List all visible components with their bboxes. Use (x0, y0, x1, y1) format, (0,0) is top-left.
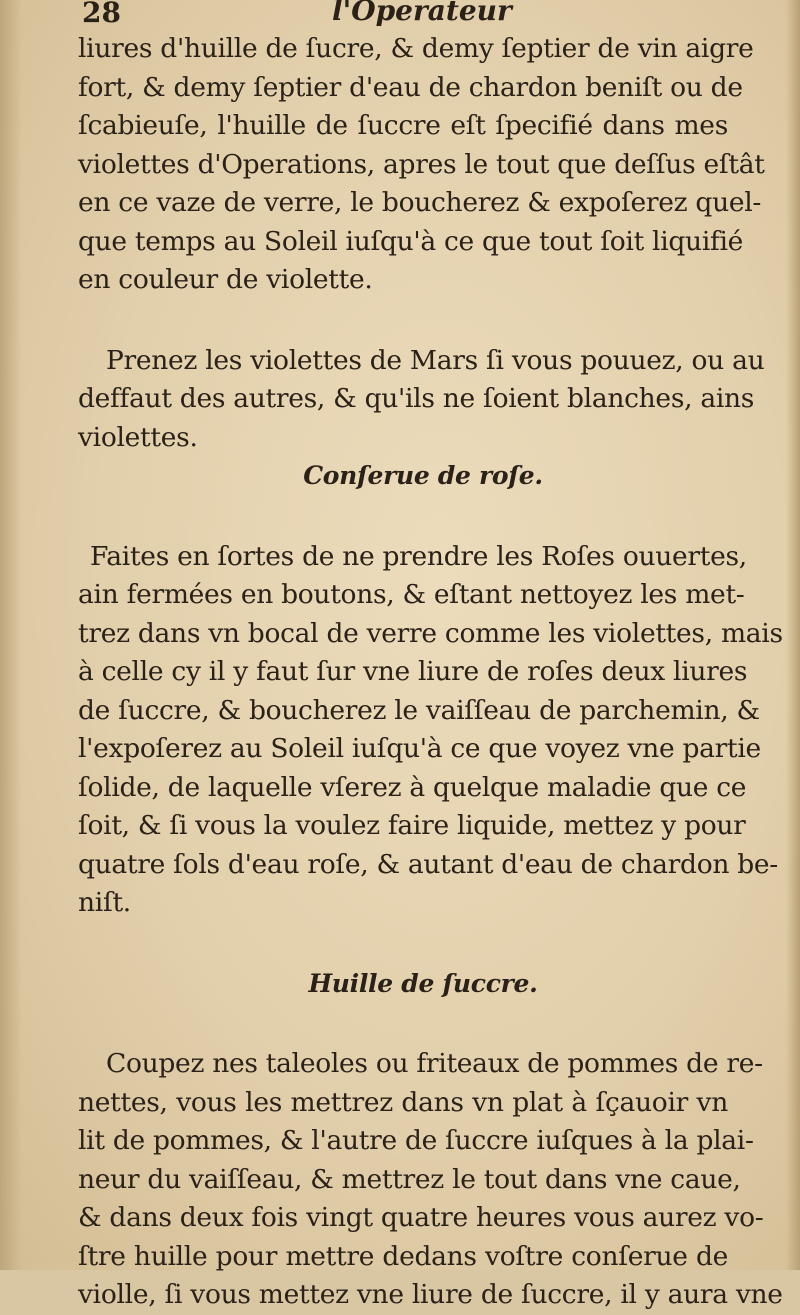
text-line: niſt. (78, 887, 131, 918)
text-line: en ce vaze de verre, le boucherez & expoſerez quel- (78, 187, 762, 218)
text-line: Prenez les violettes de Mars ſi vous pouuez, ou au (106, 344, 765, 376)
paragraph-2 (78, 342, 765, 458)
text-line: violle, ſi vous mettez vne liure de ſuccre, il y aura vne (78, 1279, 783, 1310)
section-heading: Huille de ſuccre. (308, 968, 538, 998)
page-number: 28 (82, 0, 121, 29)
text-line: & dans deux fois vingt quatre heures vous aurez vo- (78, 1202, 764, 1233)
page-header (82, 0, 722, 34)
text-line: quatre ſols d'eau roſe, & autant d'eau de chardon be- (78, 848, 778, 880)
paragraph-3 (78, 538, 783, 923)
page-body (78, 30, 783, 1315)
text-line: lit de pommes, & l'autre de ſuccre iuſques à la plai- (78, 1125, 754, 1156)
text-line: neur du vaiſſeau, & mettrez le tout dans vne caue, (78, 1163, 741, 1195)
text-line: ſoit, & ſi vous la voulez faire liquide, mettez y pour (78, 810, 746, 841)
text-line: de ſuccre, & boucherez le vaiſſeau de parchemin, & (78, 694, 760, 726)
text-line: deffaut des autres, & qu'ils ne ſoient blanches, ains (78, 383, 755, 414)
text-line: fort, & demy ſeptier d'eau de chardon beniſt ou de (78, 71, 743, 103)
text-line: à celle cy il y faut ſur vne liure de roſes deux liures (78, 656, 748, 687)
running-head: l'Operateur (332, 0, 512, 27)
text-line: ſtre huille pour mettre dedans voſtre conſerue de (78, 1240, 728, 1272)
text-line: en couleur de violette. (78, 264, 373, 295)
text-line: violettes. (78, 421, 198, 453)
text-line: liures d'huille de ſucre, & demy ſeptier de vin aigre (78, 33, 754, 64)
paragraph-1 (78, 30, 765, 300)
paragraph-4 (78, 1045, 783, 1315)
text-line: Coupez nes taleoles ou friteaux de pommes de re- (106, 1048, 763, 1079)
text-line: que temps au Soleil iuſqu'à ce que tout ſoit liquifié (78, 225, 744, 257)
text-line: Faites en ſortes de ne prendre les Roſes ouuertes, (90, 540, 747, 572)
text-line: ſcabieuſe, l'huille de ſuccre eſt ſpecifié dans mes (78, 110, 728, 141)
text-line: ain fermées en boutons, & eſtant nettoyez les met- (78, 579, 745, 610)
text-line: trez dans vn bocal de verre comme les violettes, mais (78, 617, 783, 649)
text-line: ſolide, de laquelle vſerez à quelque maladie que ce (78, 771, 747, 803)
text-line: l'expoſerez au Soleil iuſqu'à ce que voyez vne partie (78, 733, 761, 764)
section-heading: Conſerue de roſe. (303, 461, 543, 490)
text-line: nettes, vous les mettrez dans vn plat à ſçauoir vn (78, 1086, 728, 1118)
text-line: violettes d'Operations, apres le tout que deſſus eſtât (78, 148, 765, 180)
